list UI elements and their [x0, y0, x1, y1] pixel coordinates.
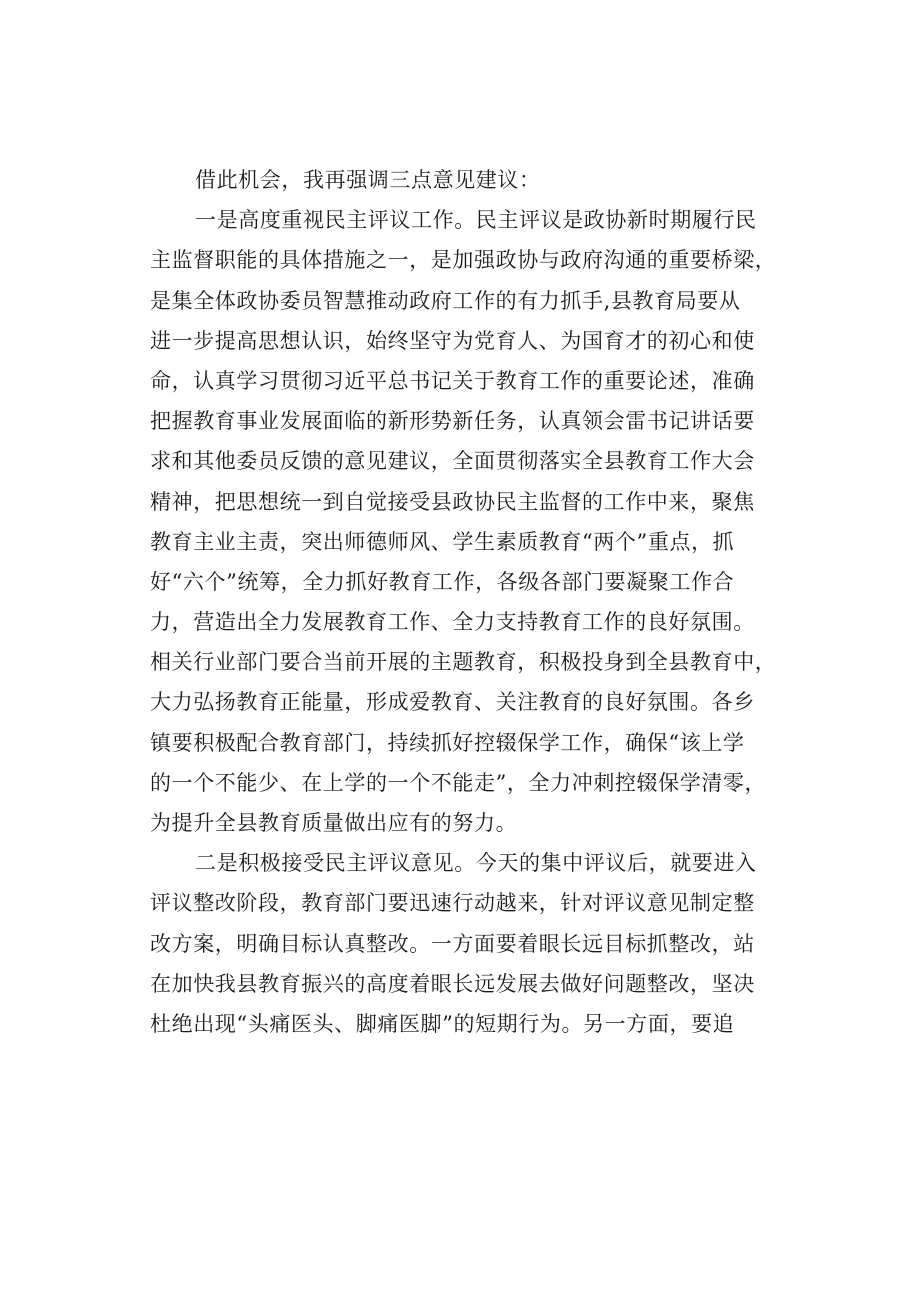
text-line: 相关行业部门要合当前开展的主题教育，积极投身到全县教育中，	[150, 650, 777, 675]
text-line: 主监督职能的具体措施之一，是加强政协与政府沟通的重要桥梁，	[150, 248, 777, 273]
text-line: 改方案，明确目标认真整改。一方面要着眼长远目标抓整改，站	[150, 931, 755, 956]
text-line: 借此机会，我再强调三点意见建议：	[195, 168, 541, 192]
text-line: 求和其他委员反馈的意见建议，全面贯彻落实全县教育工作大会	[150, 449, 755, 474]
text-line: 力，营造出全力发展教育工作、全力支持教育工作的良好氛围。	[150, 610, 755, 635]
text-line: 为提升全县教育质量做出应有的努力。	[150, 811, 518, 835]
text-line: 镇要积极配合教育部门，持续抓好控辍保学工作，确保“该上学	[150, 730, 745, 755]
text-line: 命，认真学习贯彻习近平总书记关于教育工作的重要论述，准确	[150, 368, 755, 393]
text-line: 二是积极接受民主评议意见。今天的集中评议后，就要进入	[195, 851, 757, 876]
text-line: 把握教育事业发展面临的新形势新任务，认真领会雷书记讲话要	[150, 409, 755, 434]
text-line: 的一个不能少、在上学的一个不能走”，全力冲刺控辍保学清零，	[150, 770, 767, 795]
text-line: 好“六个”统筹，全力抓好教育工作，各级各部门要凝聚工作合	[150, 569, 735, 594]
text-line: 评议整改阶段，教育部门要迅速行动越来，针对评议意见制定整	[150, 891, 755, 916]
text-line: 精神，把思想统一到自觉接受县政协民主监督的工作中来，聚焦	[150, 489, 755, 514]
text-line: 是集全体政协委员智慧推动政府工作的有力抓手,县教育局要从	[150, 288, 741, 313]
text-line: 杜绝出现“头痛医头、脚痛医脚”的短期行为。另一方面，要追	[150, 1011, 735, 1036]
text-line: 大力弘扬教育正能量，形成爱教育、关注教育的良好氛围。各乡	[150, 690, 755, 715]
text-line: 进一步提高思想认识，始终坚守为党育人、为国育才的初心和使	[150, 328, 755, 353]
text-line: 一是高度重视民主评议工作。民主评议是政协新时期履行民	[195, 208, 757, 233]
text-line: 教育主业主责，突出师德师风、学生素质教育“两个”重点，抓	[150, 529, 735, 554]
body-text	[150, 160, 800, 1044]
text-line: 在加快我县教育振兴的高度着眼长远发展去做好问题整改，坚决	[150, 971, 755, 996]
